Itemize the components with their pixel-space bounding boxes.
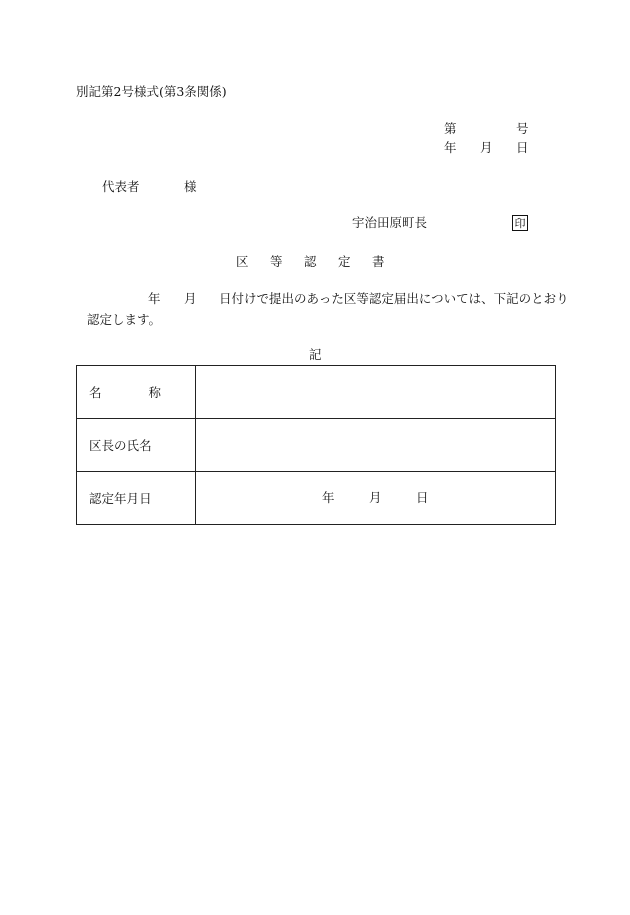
- body-year: 年: [148, 291, 161, 306]
- body-text-rest: 日付けで提出のあった区等認定届出については、下記のとおり: [219, 291, 569, 306]
- label-char: 定: [101, 491, 115, 506]
- certification-date-label-cell: [77, 472, 196, 525]
- form-label: 別記第2号様式(第3条関係): [76, 84, 227, 99]
- cert-date-day: 日: [416, 490, 429, 505]
- label-char: 月: [126, 491, 140, 506]
- addressee-representative: 代表者: [102, 179, 140, 194]
- body-month: 月: [184, 291, 197, 306]
- title-char: 定: [338, 254, 351, 269]
- issue-date-year: 年: [444, 140, 457, 155]
- label-char: 氏: [126, 438, 140, 453]
- cert-date-year: 年: [322, 490, 335, 505]
- head-name-label-cell: [77, 419, 196, 472]
- number-prefix: 第: [444, 121, 457, 136]
- issuer-name: 宇治田原町長: [352, 215, 428, 230]
- certification-date-value-cell[interactable]: [196, 472, 556, 525]
- title-char: 区: [236, 254, 249, 269]
- table-row: [77, 419, 556, 472]
- label-char: 長: [101, 438, 115, 453]
- title-char: 書: [372, 254, 385, 269]
- addressee-honorific: 様: [184, 179, 197, 194]
- label-char: 称: [148, 385, 161, 400]
- table-row: [77, 366, 556, 419]
- title-char: 等: [270, 254, 283, 269]
- number-suffix: 号: [516, 121, 529, 136]
- label-char: 名: [139, 438, 152, 453]
- name-value-cell[interactable]: [196, 366, 556, 419]
- issue-date-month: 月: [480, 140, 493, 155]
- document-title: [236, 256, 385, 269]
- label-char: 認: [89, 491, 102, 506]
- label-char: 日: [139, 491, 152, 506]
- issue-date-day: 日: [516, 140, 529, 155]
- table-row: [77, 472, 556, 525]
- ki-heading: 記: [309, 347, 322, 362]
- name-label-cell: [77, 366, 196, 419]
- label-char: 年: [114, 491, 127, 506]
- title-char: 認: [304, 254, 317, 269]
- cert-date-month: 月: [369, 490, 382, 505]
- body-text-line-2: 認定します。: [87, 312, 162, 327]
- label-char: 区: [89, 438, 102, 453]
- label-char: 名: [89, 385, 102, 400]
- head-name-value-cell[interactable]: [196, 419, 556, 472]
- seal-mark: 印: [512, 215, 528, 231]
- label-char: の: [114, 438, 127, 453]
- details-table: [76, 365, 556, 525]
